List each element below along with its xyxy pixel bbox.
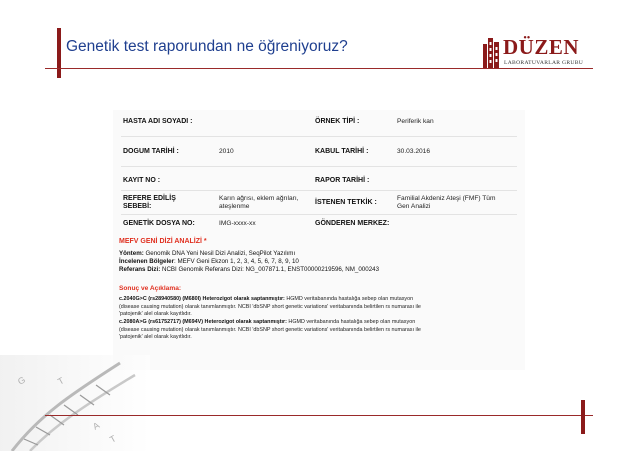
svg-text:A: A [91,420,102,432]
result-2-line-3: 'patojenik' alel olarak kayıtlıdır. [119,334,192,341]
svg-text:G: G [16,374,28,387]
reference-line [119,266,379,274]
bottom-divider [45,415,593,416]
requested-test-label: İSTENEN TETKİK : [315,199,377,206]
acceptance-date-label: KABUL TARİHİ : [315,148,369,155]
report-date-label: RAPOR TARİHİ : [315,177,370,184]
regions-line [119,258,299,266]
acceptance-date-value: 30.03.2016 [397,148,431,155]
row-divider [121,166,517,167]
dna-helix-decoration [0,355,150,451]
reference-label: Referans Dizi: [119,266,161,273]
bottom-accent-bar [581,400,585,434]
patient-name-label: HASTA ADI SOYADI : [123,118,193,125]
row-divider [121,214,517,215]
duzen-logo [483,36,593,72]
title-accent-bar [57,28,61,78]
referral-reason-value-2: ateşlenme [219,203,250,210]
result-1-line-3: 'patojenik' alel olarak kayıtlıdır. [119,311,192,318]
result-2-variant: c.2080A>G (rs61752717) (M694V) Heterozigot olarak saptanmıştır: [119,319,287,325]
result-paragraph-2 [119,319,519,342]
result-1-line-1 [119,296,519,304]
result-1-line-2: (disease causing mutation) olarak tanımlanmıştır. NCBI 'dbSNP short genetic variations' veritabanında belirtilen rs numarası ile [119,303,421,310]
sending-center-label: GÖNDEREN MERKEZ: [315,220,390,227]
mefv-heading: MEFV GENİ DİZİ ANALİZİ * [119,238,207,245]
reference-value: NCBI Genomik Referans Dizi: NG_007871.1, ENST00000219596, NM_000243 [160,266,380,273]
building-logo-icon [483,38,503,68]
referral-reason-value-1: Karın ağrısı, eklem ağrıları, [219,195,299,202]
result-1-variant: c.2040G>C (rs28940580) (M680I) Heterozigot olarak saptanmıştır: [119,296,285,302]
genetic-file-no-label: GENETİK DOSYA NO: [123,220,195,227]
result-2-text: HGMD veritabanında hastalığa sebep olan mutasyon [286,319,416,325]
slide-title: Genetik test raporundan ne öğreniyoruz? [66,38,348,55]
record-no-label: KAYIT NO : [123,177,161,184]
birth-date-value: 2010 [219,148,234,155]
result-1-text: HGMD veritabanında hastalığa sebep olan mutasyon [284,296,414,302]
sample-type-label: ÖRNEK TİPİ : [315,118,360,125]
result-2-line-2: (disease causing mutation) olarak tanımlanmıştır. NCBI 'dbSNP short genetic variations' veritabanında belirtilen rs numarası ile [119,326,421,333]
result-paragraph-1 [119,296,519,319]
row-divider [121,190,517,191]
requested-test-value-1: Familial Akdeniz Ateşi (FMF) Tüm [397,195,496,202]
birth-date-label: DOGUM TARİHİ : [123,148,179,155]
result-heading: Sonuç ve Açıklama: [119,285,182,292]
logo-subtitle: LABORATUVARLAR GRUBU [504,60,584,66]
genetic-report [113,110,525,370]
svg-text:T: T [56,375,66,387]
sample-type-value: Periferik kan [397,118,434,125]
method-value: Genomik DNA Yeni Nesil Dizi Analizi, SeqPilot Yazılımı [143,250,296,257]
regions-label: İncelenen Bölgeler [119,258,175,265]
method-label: Yöntem: [119,250,144,257]
logo-brand-text: DÜZEN [503,35,580,59]
method-line [119,250,295,258]
regions-value: : MEFV Geni Ekzon 1, 2, 3, 4, 5, 6, 7, 8, 9, 10 [174,258,299,265]
result-2-line-1 [119,319,519,327]
row-divider [121,136,517,137]
requested-test-value-2: Gen Analizi [397,203,431,210]
referral-reason-label-2: SEBEBİ: [123,203,152,210]
genetic-file-no-value: IMG-xxxx-xx [219,220,256,227]
svg-text:T: T [108,433,118,445]
referral-reason-label-1: REFERE EDİLİŞ [123,195,176,202]
